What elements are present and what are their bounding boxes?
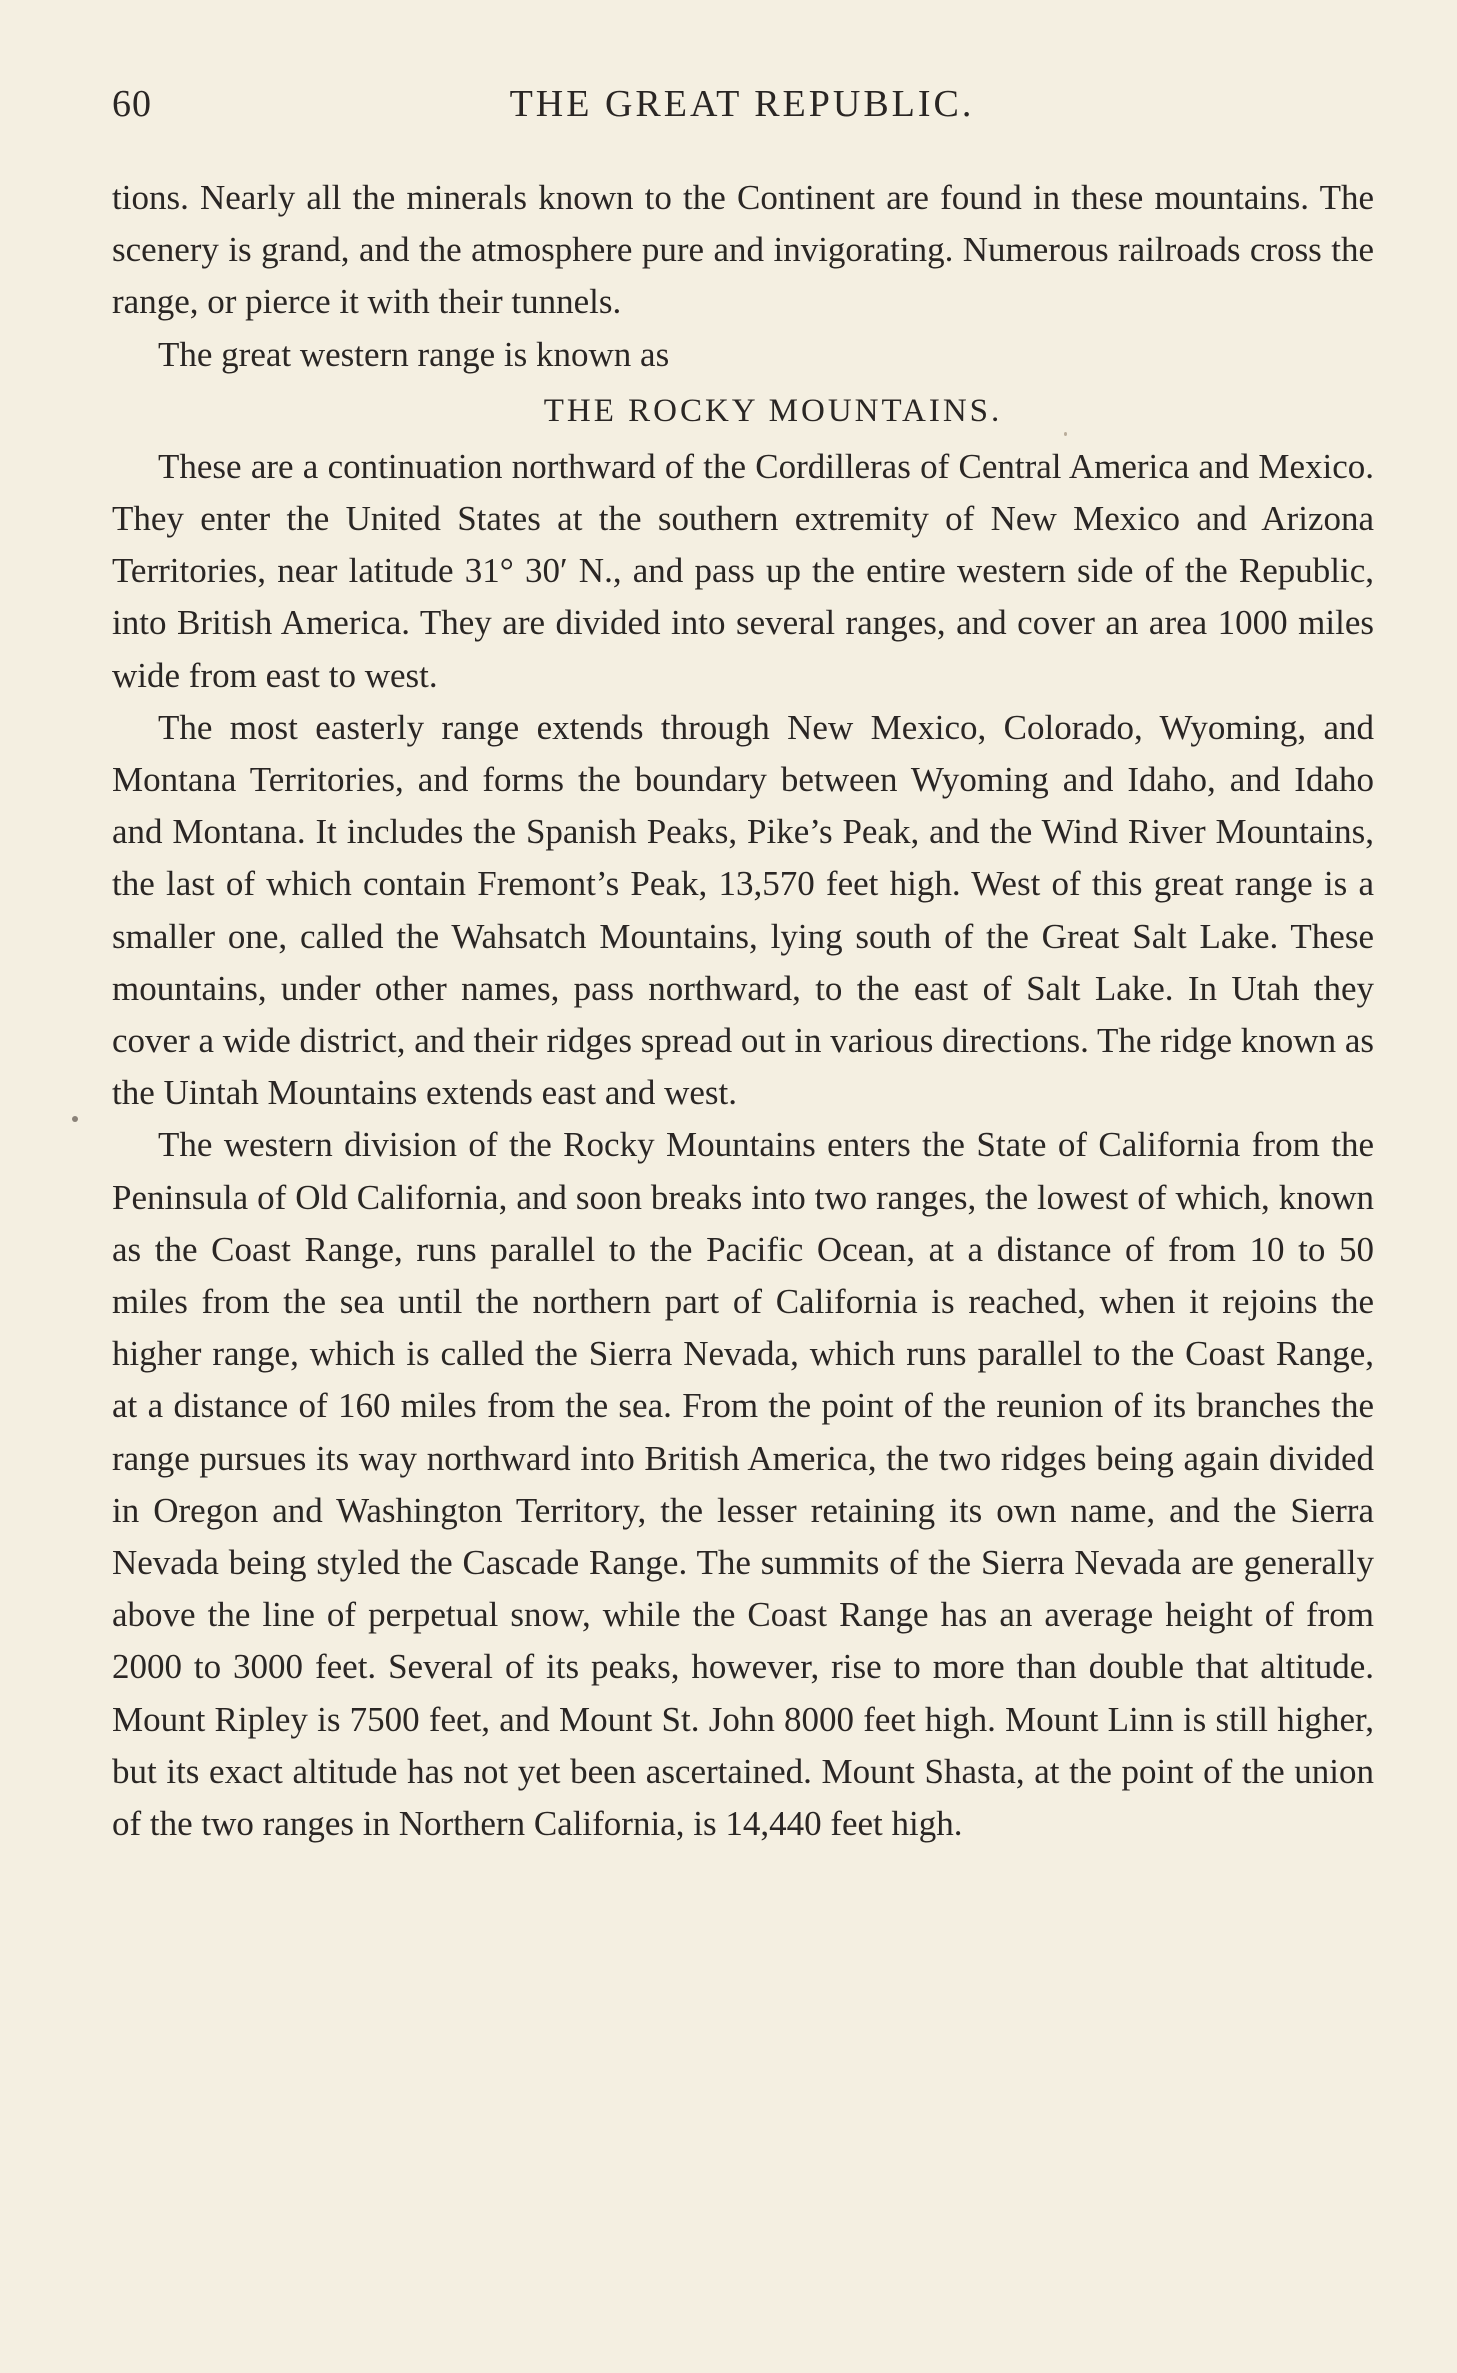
- margin-mark: [72, 1116, 78, 1122]
- body-text: [112, 172, 1374, 1850]
- paragraph-lead-in: The great western range is known as: [158, 334, 670, 374]
- page-number: 60: [112, 83, 152, 125]
- running-head: [112, 82, 1372, 142]
- paper-speck: [1064, 432, 1067, 436]
- paragraph-western-division: The western division of the Rocky Mountains enters the State of California from the Peninsula of Old California, and soon breaks into two ranges, the lowest of which, known as the Coast Range, runs parallel to the Pacific Ocean, at a distance of from 10 to 50 miles from the sea until the northern part of California is reached, when it rejoins the higher range, which is called the Sierra Nevada, which runs parallel to the Coast Range, at a distance of 160 miles from the sea. From the point of the reunion of its branches the range pursues its way northward into British America, the two ridges being again divided in Oregon and Washington Territory, the lesser retaining its own name, and the Sierra Nevada being styled the Cascade Range. The summits of the Sierra Nevada are generally above the line of perpetual snow, while the Coast Range has an average height of from 2000 to 3000 feet. Several of its peaks, however, rise to more than double that altitude. Mount Ripley is 7500 feet, and Mount St. John 8000 feet high. Mount Linn is still higher, but its exact altitude has not yet been ascertained. Mount Shasta, at the point of the union of the two ranges in Northern California, is 14,440 feet high.: [112, 1125, 1374, 1844]
- paragraph-easterly-range: The most easterly range extends through New Mexico, Colorado, Wyoming, and Montana Territories, and forms the boundary between Wyoming and Idaho, and Idaho and Montana. It includes the Spanish Peaks, Pike’s Peak, and the Wind River Mountains, the last of which contain Fremont’s Peak, 13,570 feet high. West of this great range is a smaller one, called the Wahsatch Mountains, lying south of the Great Salt Lake. These mountains, under other names, pass northward, to the east of Salt Lake. In Utah they cover a wide district, and their ridges spread out in various directions. The ridge known as the Uintah Mountains extends east and west.: [112, 707, 1374, 1113]
- paragraph-cordilleras: These are a continuation northward of the Cordilleras of Central America and Mexico. They enter the United States at the southern extremity of New Mexico and Arizona Territories, near latitude 31° 30′ N., and pass up the entire western side of the Republic, into British America. They are divided into several ranges, and cover an area 1000 miles wide from east to west.: [112, 446, 1374, 695]
- running-title: THE GREAT REPUBLIC.: [509, 83, 975, 125]
- section-heading: THE ROCKY MOUNTAINS.: [543, 392, 1003, 429]
- paragraph-intro: tions. Nearly all the minerals known to the Continent are found in these mountains. The scenery is grand, and the atmosphere pure and invigorating. Numerous railroads cross the range, or pierce it with their tunnels.: [112, 178, 1374, 322]
